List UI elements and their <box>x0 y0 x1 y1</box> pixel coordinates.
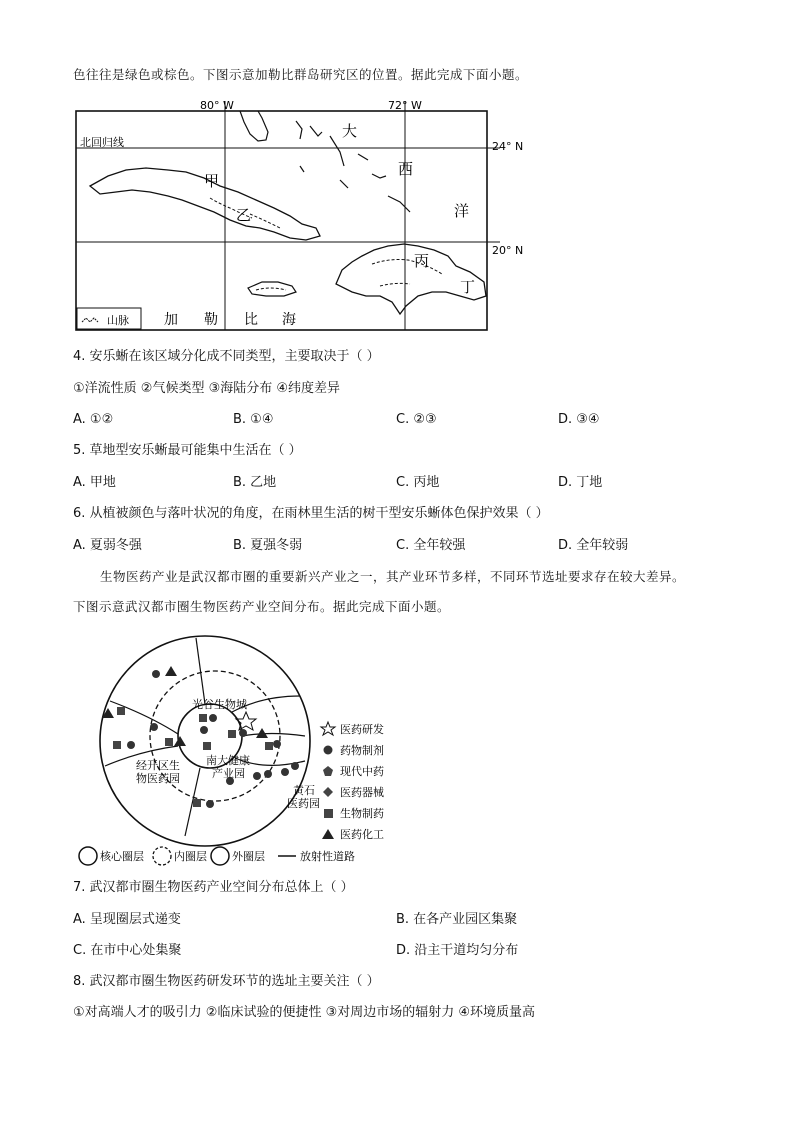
label-jia: 甲 <box>204 172 220 190</box>
label-nanda-1: 南大健康 <box>206 754 250 767</box>
q6-option-a[interactable]: A. 夏弱冬强 <box>73 538 142 553</box>
intro-text-2b: 下图示意武汉都市圈生物医药产业空间分布。据此完成下面小题。 <box>73 599 451 614</box>
q8-stem: 8. 武汉都市圈生物医药研发环节的选址主要关注（ ） <box>73 974 380 989</box>
q8-sub: ①对高端人才的吸引力 ②临床试验的便捷性 ③对周边市场的辐射力 ④环境质量高 <box>73 1005 536 1020</box>
q5-option-a[interactable]: A. 甲地 <box>73 475 116 490</box>
q7-option-a[interactable]: A. 呈现圈层式递变 <box>73 912 181 927</box>
ring-legend <box>79 847 355 865</box>
sea-label-xi: 西 <box>398 160 414 178</box>
jamaica-outline <box>248 282 296 296</box>
triangle-icon <box>322 829 334 839</box>
label-huangshi-1: 黄石 <box>293 784 315 797</box>
sea-label-yang: 洋 <box>454 202 470 220</box>
q5-stem: 5. 草地型安乐蜥最可能集中生活在（ ） <box>73 443 302 458</box>
q5-option-d[interactable]: D. 丁地 <box>558 475 603 490</box>
label-jingkai-2: 物医药园 <box>136 772 180 785</box>
q4-sub: ①洋流性质 ②气候类型 ③海陆分布 ④纬度差异 <box>73 381 341 396</box>
label-ding: 丁 <box>460 278 476 296</box>
legend-inner: 内圈层 <box>174 850 207 863</box>
legend-core: 核心圈层 <box>100 850 144 863</box>
q7-option-b[interactable]: B. 在各产业园区集聚 <box>396 912 518 927</box>
wuhan-ring-map <box>0 626 794 876</box>
legend-huagong: 医药化工 <box>340 828 384 841</box>
tropic-label: 北回归线 <box>80 136 124 149</box>
label-yi: 乙 <box>236 206 252 224</box>
symbol-legend <box>321 722 384 841</box>
lon-label-80w: 80° W <box>200 99 234 112</box>
q7-option-d[interactable]: D. 沿主干道均匀分布 <box>396 943 519 958</box>
dot-icon <box>324 746 333 755</box>
legend-shengwu: 生物制药 <box>340 807 384 820</box>
q7-option-c[interactable]: C. 在市中心处集聚 <box>73 943 182 958</box>
sea-label-jia-caribbean: 加 <box>164 312 178 328</box>
sea-label-da: 大 <box>342 122 358 140</box>
caribbean-map <box>0 96 794 366</box>
label-guanggu: 光谷生物城 <box>192 698 247 711</box>
square-icon <box>324 809 333 818</box>
label-bing: 丙 <box>414 252 430 270</box>
sea-label-bi: 比 <box>244 312 258 328</box>
legend-zhongyao: 现代中药 <box>340 765 384 778</box>
q5-option-b[interactable]: B. 乙地 <box>233 475 277 490</box>
pentagon-icon <box>323 766 333 776</box>
star-icon <box>321 722 335 735</box>
q6-option-d[interactable]: D. 全年较弱 <box>558 538 629 553</box>
q4-option-d[interactable]: D. ③④ <box>558 412 600 427</box>
intro-text-2a: 生物医药产业是武汉都市圈的重要新兴产业之一，其产业环节多样，不同环节选址要求存在较大差异。 <box>100 569 686 584</box>
lat-label-20n: 20° N <box>492 244 524 257</box>
diamond-icon <box>323 787 333 797</box>
q5-option-c[interactable]: C. 丙地 <box>396 475 440 490</box>
label-jingkai-1: 经开区生 <box>136 759 180 772</box>
q4-option-a[interactable]: A. ①② <box>73 412 114 427</box>
intro-text-1: 色往往是绿色或棕色。下图示意加勒比群岛研究区的位置。据此完成下面小题。 <box>73 67 529 82</box>
legend-qixie: 医药器械 <box>340 786 384 799</box>
legend-mountain-label: 山脉 <box>107 314 129 327</box>
q4-option-b[interactable]: B. ①④ <box>233 412 274 427</box>
q7-stem: 7. 武汉都市圈生物医药产业空间分布总体上（ ） <box>73 880 354 895</box>
legend-zhiji: 药物制剂 <box>340 744 384 757</box>
legend-yaoyan: 医药研发 <box>340 723 384 736</box>
q6-stem: 6. 从植被颜色与落叶状况的角度，在雨林里生活的树干型安乐蜥体色保护效果（ ） <box>73 506 549 521</box>
lon-label-72w: 72° W <box>388 99 422 112</box>
florida-outline <box>240 111 268 141</box>
legend-road: 放射性道路 <box>300 850 355 863</box>
q6-option-b[interactable]: B. 夏强冬弱 <box>233 538 303 553</box>
q6-option-c[interactable]: C. 全年较强 <box>396 538 466 553</box>
legend-outer: 外圈层 <box>232 850 265 863</box>
label-nanda-2: 产业园 <box>212 767 245 780</box>
sea-label-le: 勒 <box>204 312 218 328</box>
q4-stem: 4. 安乐蜥在该区域分化成不同类型，主要取决于（ ） <box>73 349 380 364</box>
sea-label-hai: 海 <box>282 312 296 328</box>
label-huangshi-2: 医药园 <box>287 797 320 810</box>
q4-option-c[interactable]: C. ②③ <box>396 412 437 427</box>
lat-label-24n: 24° N <box>492 140 524 153</box>
